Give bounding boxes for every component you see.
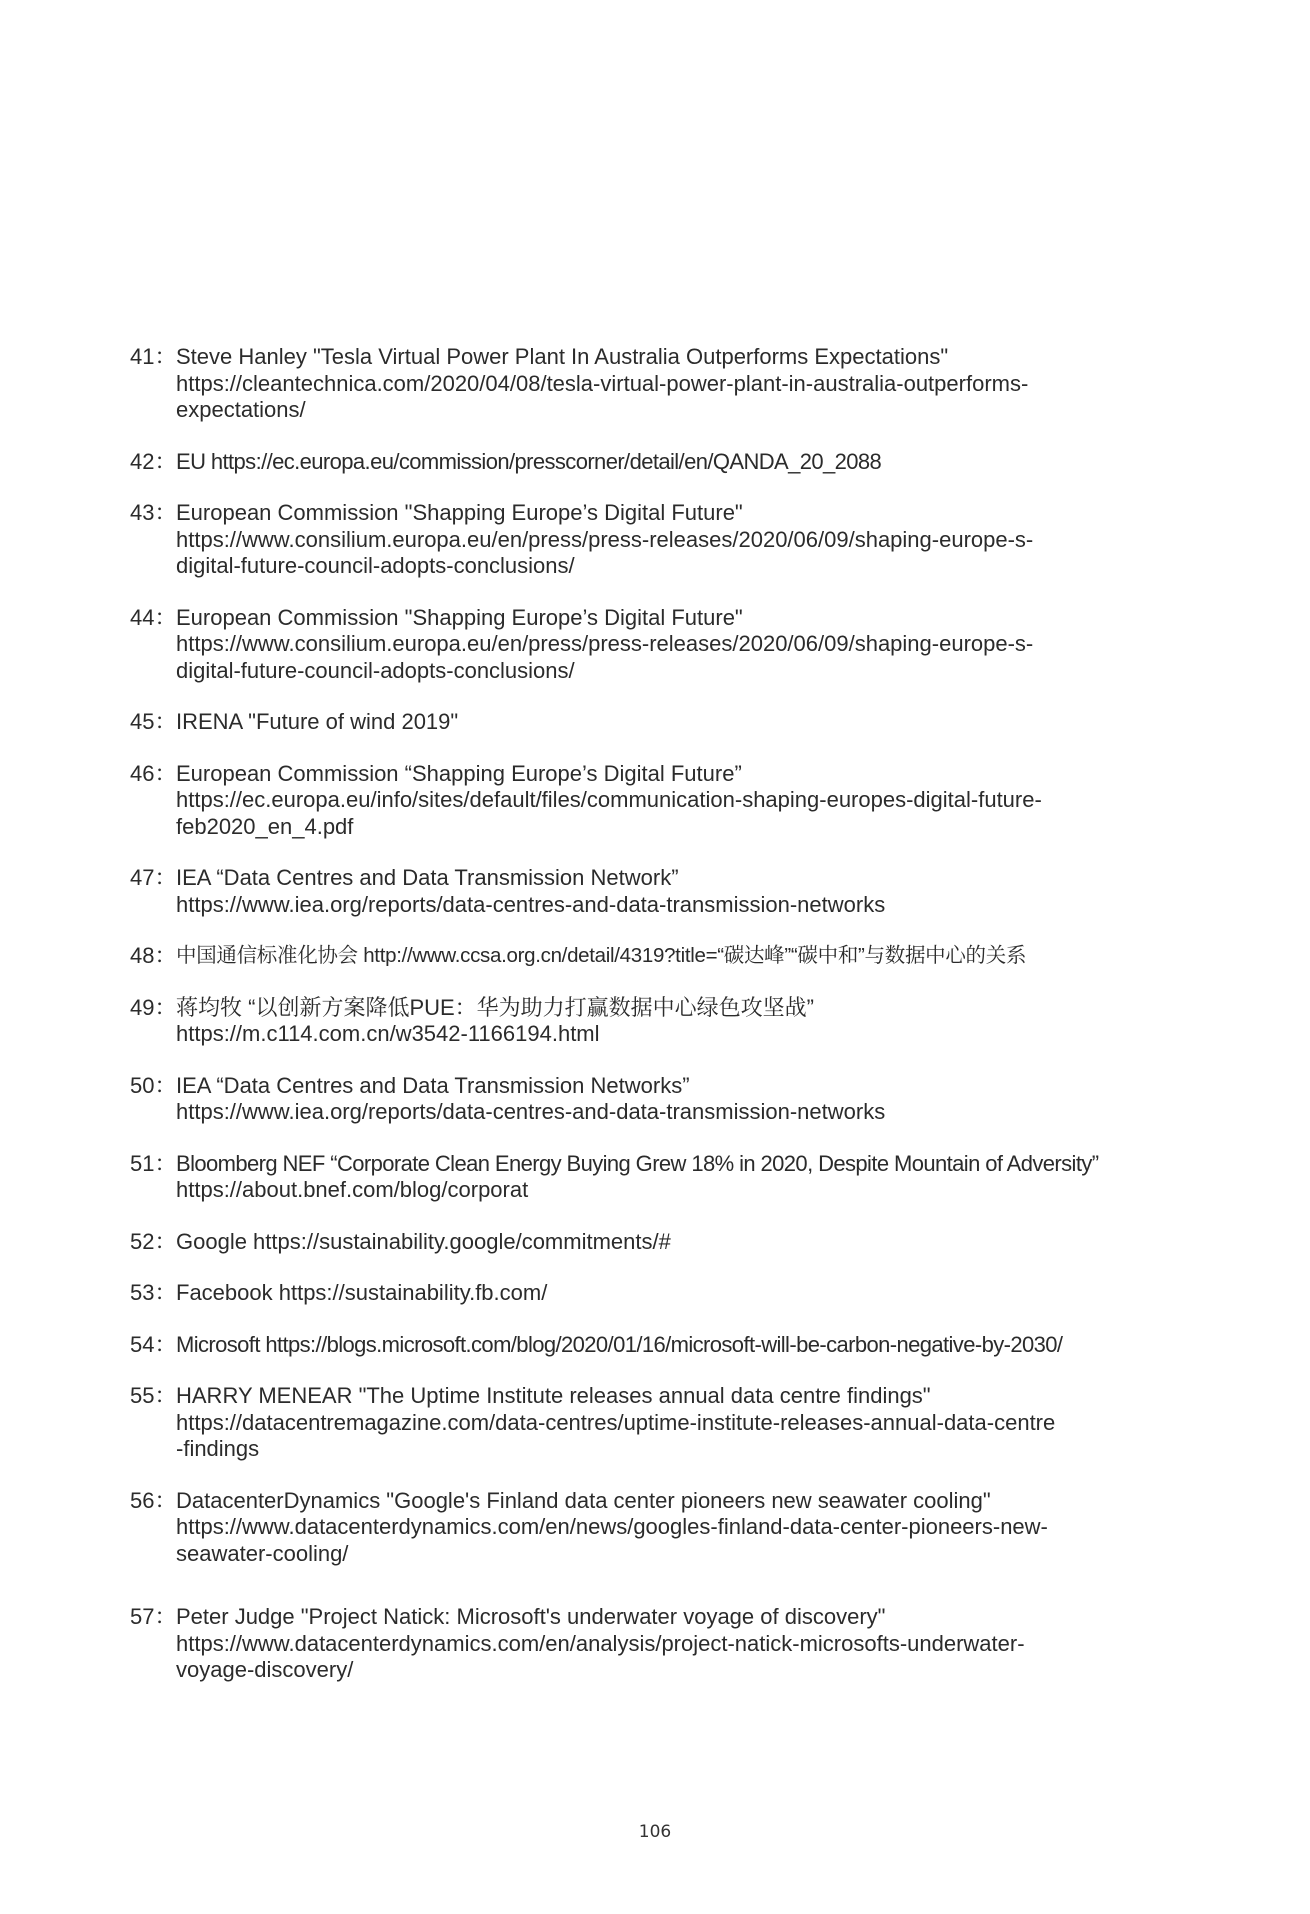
reference-body xyxy=(176,761,1210,841)
reference-number: 42： xyxy=(130,448,177,474)
reference-item-43 xyxy=(130,500,1210,580)
reference-title: European Commission "Shapping Europe’s Digital Future" xyxy=(176,604,743,630)
reference-title: EU https://ec.europa.eu/commission/presscorner/detail/en/QANDA_20_2088 xyxy=(176,448,882,474)
reference-title: Google https://sustainability.google/commitments/# xyxy=(176,1228,671,1254)
reference-item-53 xyxy=(130,1280,1210,1307)
reference-url-line[interactable]: digital-future-council-adopts-conclusions/ xyxy=(176,553,575,578)
reference-number: 52： xyxy=(130,1228,177,1254)
reference-title: IRENA "Future of wind 2019" xyxy=(176,709,459,734)
reference-url-line[interactable]: https://www.consilium.europa.eu/en/press/press-releases/2020/06/09/shaping-europe-s- xyxy=(176,526,1034,552)
reference-title: European Commission “Shapping Europe’s Digital Future” xyxy=(176,760,742,786)
reference-number: 43： xyxy=(130,500,177,525)
reference-url-line[interactable]: https://www.iea.org/reports/data-centres-and-data-transmission-networks xyxy=(176,891,886,917)
reference-number: 48： xyxy=(130,943,177,968)
reference-number: 46： xyxy=(130,760,177,786)
reference-item-46 xyxy=(130,761,1210,841)
reference-url-line[interactable]: https://about.bnef.com/blog/corporat xyxy=(176,1177,529,1202)
reference-url-line[interactable]: seawater-cooling/ xyxy=(176,1540,349,1566)
reference-item-49 xyxy=(130,995,1210,1048)
reference-title: Facebook https://sustainability.fb.com/ xyxy=(176,1280,548,1305)
reference-url-line[interactable]: feb2020_en_4.pdf xyxy=(176,813,354,839)
reference-body xyxy=(176,500,1210,580)
reference-item-44 xyxy=(130,605,1210,685)
reference-title: European Commission "Shapping Europe’s Digital Future" xyxy=(176,500,743,525)
reference-body xyxy=(176,995,1210,1048)
reference-body xyxy=(176,1332,1210,1359)
reference-body xyxy=(176,943,1210,970)
reference-item-52 xyxy=(130,1229,1210,1256)
reference-title: Bloomberg NEF “Corporate Clean Energy Buying Grew 18% in 2020, Despite Mountain of Adversity” xyxy=(176,1150,1099,1176)
reference-number: 41： xyxy=(130,344,177,369)
reference-body xyxy=(176,1383,1210,1463)
reference-title: 蒋均牧 “以创新方案降低PUE：华为助力打赢数据中心绿色攻坚战” xyxy=(176,994,815,1020)
reference-url-line[interactable]: https://www.datacenterdynamics.com/en/news/googles-finland-data-center-pioneers-new- xyxy=(176,1514,1048,1539)
reference-url-line[interactable]: https://www.datacenterdynamics.com/en/analysis/project-natick-microsofts-underwater- xyxy=(176,1630,1025,1656)
reference-item-41 xyxy=(130,344,1210,424)
reference-item-47 xyxy=(130,865,1210,918)
reference-body xyxy=(176,1229,1210,1256)
page-number: 106 xyxy=(638,1822,672,1842)
reference-item-55 xyxy=(130,1383,1210,1463)
reference-url-line[interactable]: https://www.iea.org/reports/data-centres-and-data-transmission-networks xyxy=(176,1099,886,1124)
reference-title: IEA “Data Centres and Data Transmission Network” xyxy=(176,865,679,890)
reference-url-line[interactable]: https://datacentremagazine.com/data-centres/uptime-institute-releases-annual-data-centre xyxy=(176,1409,1056,1435)
reference-title: Microsoft https://blogs.microsoft.com/blog/2020/01/16/microsoft-will-be-carbon-negative-by-2030/ xyxy=(176,1331,1063,1357)
reference-body xyxy=(176,1151,1210,1204)
reference-item-54 xyxy=(130,1332,1210,1359)
reference-url-line[interactable]: -findings xyxy=(176,1436,260,1461)
reference-number: 45： xyxy=(130,709,177,734)
reference-url-line[interactable]: expectations/ xyxy=(176,397,306,422)
reference-body xyxy=(176,709,1210,736)
reference-number: 55： xyxy=(130,1383,177,1408)
reference-number: 50： xyxy=(130,1072,177,1098)
reference-title: IEA “Data Centres and Data Transmission Networks” xyxy=(176,1072,690,1098)
reference-number: 56： xyxy=(130,1487,177,1513)
reference-url-line[interactable]: https://m.c114.com.cn/w3542-1166194.html xyxy=(176,1021,600,1046)
reference-number: 53： xyxy=(130,1280,177,1305)
reference-title: DatacenterDynamics "Google's Finland data center pioneers new seawater cooling" xyxy=(176,1487,991,1513)
reference-item-51 xyxy=(130,1151,1210,1204)
reference-item-42 xyxy=(130,449,1210,476)
reference-body xyxy=(176,344,1210,424)
reference-url-line[interactable]: https://ec.europa.eu/info/sites/default/files/communication-shaping-europes-digital-future- xyxy=(176,787,1042,812)
reference-body xyxy=(176,1073,1210,1126)
reference-url-line[interactable]: digital-future-council-adopts-conclusions/ xyxy=(176,657,575,683)
reference-item-57 xyxy=(130,1604,1210,1684)
reference-url-line[interactable]: voyage-discovery/ xyxy=(176,1657,354,1682)
reference-item-50 xyxy=(130,1073,1210,1126)
reference-number: 51： xyxy=(130,1150,177,1176)
reference-url-line[interactable]: https://www.consilium.europa.eu/en/press/press-releases/2020/06/09/shaping-europe-s- xyxy=(176,631,1034,656)
reference-number: 47： xyxy=(130,865,177,890)
reference-body xyxy=(176,449,1210,476)
reference-title: 中国通信标准化协会 http://www.ccsa.org.cn/detail/4319?title=“碳达峰”“碳中和”与数据中心的关系 xyxy=(176,944,1027,967)
reference-body xyxy=(176,865,1210,918)
reference-number: 44： xyxy=(130,604,177,630)
reference-url-line[interactable]: https://cleantechnica.com/2020/04/08/tesla-virtual-power-plant-in-australia-outperforms- xyxy=(176,370,1029,396)
reference-item-56 xyxy=(130,1488,1210,1568)
reference-body xyxy=(176,605,1210,685)
reference-body xyxy=(176,1488,1210,1568)
reference-number: 57： xyxy=(130,1604,177,1629)
reference-number: 49： xyxy=(130,994,177,1020)
reference-title: Steve Hanley "Tesla Virtual Power Plant In Australia Outperforms Expectations" xyxy=(176,344,949,369)
reference-title: Peter Judge "Project Natick: Microsoft's underwater voyage of discovery" xyxy=(176,1604,886,1629)
reference-body xyxy=(176,1604,1210,1684)
reference-item-45 xyxy=(130,709,1210,736)
reference-number: 54： xyxy=(130,1331,177,1357)
reference-item-48 xyxy=(130,943,1210,970)
reference-title: HARRY MENEAR "The Uptime Institute releases annual data centre findings" xyxy=(176,1383,931,1408)
reference-list xyxy=(130,344,1210,1709)
reference-body xyxy=(176,1280,1210,1307)
